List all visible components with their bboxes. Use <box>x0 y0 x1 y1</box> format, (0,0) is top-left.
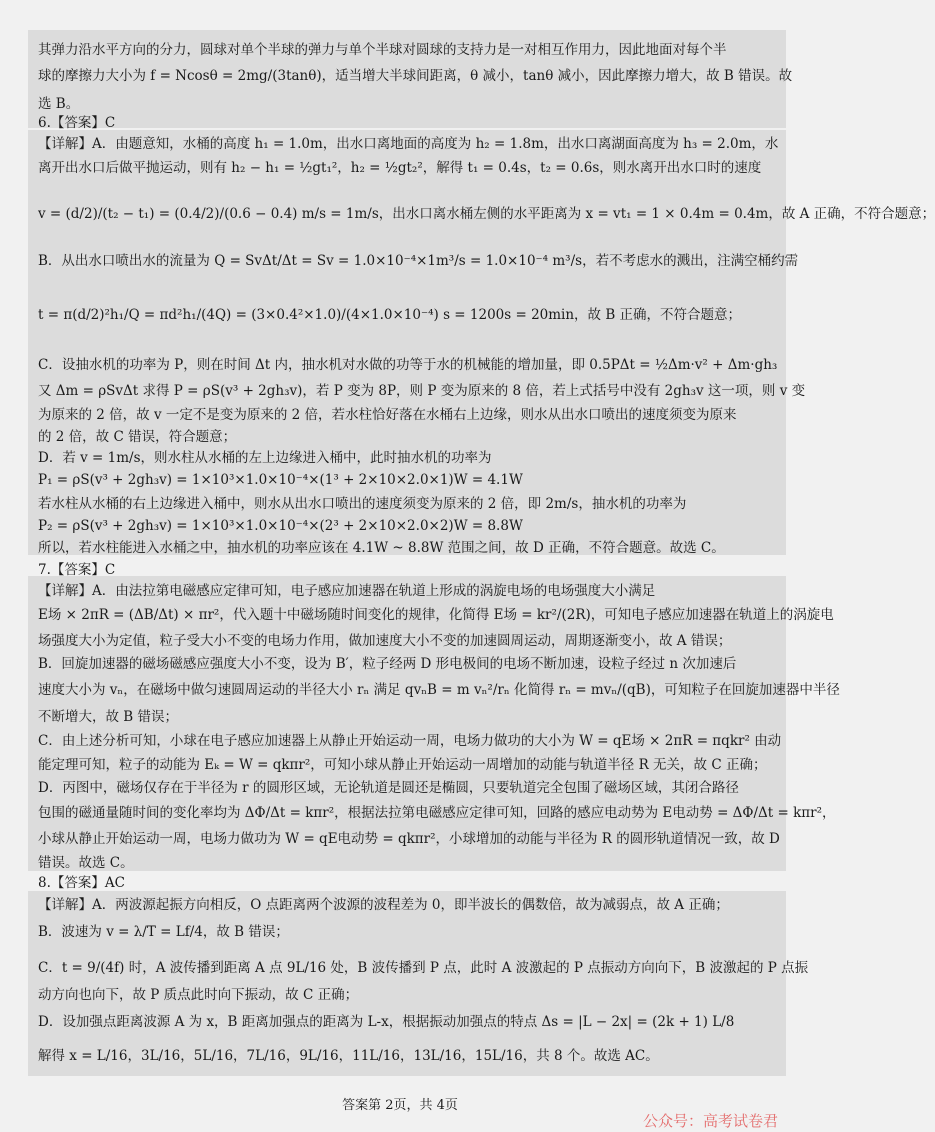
text-line: 解得 x = L/16，3L/16，5L/16，7L/16，9L/16，11L/16，13L/16，15L/16，共 8 个。故选 AC。 <box>38 1048 659 1064</box>
text-line: 包围的磁通量随时间的变化率均为 ΔΦ/Δt = kπr²，根据法拉第电磁感应定律可知，回路的感应电动势为 E电动势 = ΔΦ/Δt = kπr²， <box>38 805 836 821</box>
watermark-text: 公众号：高考试卷君 <box>642 1112 778 1130</box>
text-line: P₂ = ρS(v³ + 2gh₃v) = 1×10³×1.0×10⁻⁴×(2³ + 2×10×2.0×2)W = 8.8W <box>38 518 523 534</box>
text-line: 不断增大，故 B 错误； <box>38 709 179 725</box>
text-line: 7.【答案】C <box>38 562 116 578</box>
text-line: 的 2 倍，故 C 错误，符合题意； <box>38 429 237 445</box>
text-line: D．丙图中，磁场仅存在于半径为 r 的圆形区域，无论轨道是圆还是椭圆，只要轨道完全包围了磁场区域，其闭合路径 <box>38 780 739 796</box>
text-line: 场强度大小为定值，粒子受大小不变的电场力作用，做加速度大小不变的加速圆周运动，周期逐渐变小，故 A 错误； <box>38 633 732 649</box>
text-line: 又 Δm = ρSvΔt 求得 P = ρS(v³ + 2gh₃v)，若 P 变为 8P，则 P 变为原来的 8 倍，若上式括号中没有 2gh₃v 这一项，则 v 变 <box>38 383 806 399</box>
text-line: D．设加强点距离波源 A 为 x，B 距离加强点的距离为 L-x，根据振动加强点的特点 Δs = |L − 2x| = (2k + 1) L/8 <box>38 1014 735 1030</box>
text-line: 【详解】A．由题意知，水桶的高度 h₁ = 1.0m，出水口离地面的高度为 h₂ = 1.8m，出水口离湖面高度为 h₃ = 2.0m，水 <box>38 136 779 152</box>
text-line: 6.【答案】C <box>38 115 116 131</box>
text-line: B．回旋加速器的磁场磁感应强度大小不变，设为 B′，粒子经两 D 形电极间的电场不断加速，设粒子经过 n 次加速后 <box>38 656 737 672</box>
text-line: D．若 v = 1m/s，则水柱从水桶的左上边缘进入桶中，此时抽水机的功率为 <box>38 450 492 466</box>
text-line: 所以，若水柱能进入水桶之中，抽水机的功率应该在 4.1W ~ 8.8W 范围之间，故 D 正确，不符合题意。故选 C。 <box>38 540 725 556</box>
text-line: C．t = 9/(4f) 时，A 波传播到距离 A 点 9L/16 处，B 波传播到 P 点，此时 A 波激起的 P 点振动方向向下，B 波激起的 P 点振 <box>38 960 809 976</box>
text-line: 动方向也向下，故 P 质点此时向下振动，故 C 正确； <box>38 987 359 1003</box>
text-line: P₁ = ρS(v³ + 2gh₃v) = 1×10³×1.0×10⁻⁴×(1³ + 2×10×2.0×1)W = 4.1W <box>38 472 523 488</box>
text-line: 若水柱从水桶的右上边缘进入桶中，则水从出水口喷出的速度须变为原来的 2 倍，即 2m/s，抽水机的功率为 <box>38 496 687 512</box>
text-line: 速度大小为 vₙ，在磁场中做匀速圆周运动的半径大小 rₙ 满足 qvₙB = m vₙ²/rₙ 化简得 rₙ = mvₙ/(qB)，可知粒子在回旋加速器中半径 <box>38 682 840 698</box>
text-line: t = π(d/2)²h₁/Q = πd²h₁/(4Q) = (3×0.4²×1.0)/(4×1.0×10⁻⁴) s = 1200s = 20min，故 B 正确，不符合题意； <box>38 307 742 323</box>
text-line: 能定理可知，粒子的动能为 Eₖ = W = qkπr²，可知小球从静止开始运动一周增加的动能与轨道半径 R 无关，故 C 正确； <box>38 757 767 773</box>
text-line: 为原来的 2 倍，故 v 一定不是变为原来的 2 倍，若水柱恰好落在水桶右上边缘，则水从出水口喷出的速度须变为原来 <box>38 407 737 423</box>
text-line: C．由上述分析可知，小球在电子感应加速器上从静止开始运动一周，电场力做功的大小为 W = qE场 × 2πR = πqkr² 由动 <box>38 733 782 749</box>
text-line: C．设抽水机的功率为 P，则在时间 Δt 内，抽水机对水做的功等于水的机械能的增加量，即 0.5PΔt = ½Δm·v² + Δm·gh₃ <box>38 357 778 373</box>
text-line: E场 × 2πR = (ΔB/Δt) × πr²，代入题十中磁场随时间变化的规律，化简得 E场 = kr²/(2R)，可知电子感应加速器在轨道上的涡旋电 <box>38 607 834 623</box>
text-line: 错误。故选 C。 <box>38 855 134 871</box>
text-line: 小球从静止开始运动一周，电场力做功为 W = qE电动势 = qkπr²，小球增加的动能与半径为 R 的圆形轨道情况一致，故 D <box>38 831 780 847</box>
text-line: B．波速为 v = λ/T = Lf/4，故 B 错误； <box>38 924 289 940</box>
text-line: B．从出水口喷出水的流量为 Q = SvΔt/Δt = Sv = 1.0×10⁻⁴×1m³/s = 1.0×10⁻⁴ m³/s，若不考虑水的溅出，注满空桶约需 <box>38 253 799 269</box>
highlight-band <box>28 130 935 555</box>
text-line: 【详解】A．两波源起振方向相反，O 点距离两个波源的波程差为 0，即半波长的偶数倍，故为减弱点，故 A 正确； <box>38 897 729 913</box>
text-line: 离开出水口后做平抛运动，则有 h₂ − h₁ = ½gt₁²，h₂ = ½gt₂²，解得 t₁ = 0.4s，t₂ = 0.6s，则水离开出水口时的速度 <box>38 160 762 176</box>
text-line: v = (d/2)/(t₂ − t₁) = (0.4/2)/(0.6 − 0.4) m/s = 1m/s，出水口离水桶左侧的水平距离为 x = vt₁ = 1 × 0.4m = 0.4m，故 A 正确，不符合题意； <box>38 206 935 222</box>
text-line: 8.【答案】AC <box>38 875 125 891</box>
text-line: 选 B。 <box>38 96 80 112</box>
page-footer: 答案第 2页，共 4页 <box>342 1098 458 1113</box>
text-line: 其弹力沿水平方向的分力，圆球对单个半球的弹力与单个半球对圆球的支持力是一对相互作用力，因此地面对每个半 <box>38 42 727 58</box>
text-line: 球的摩擦力大小为 f = Ncosθ = 2mg/(3tanθ)，适当增大半球间距离，θ 减小，tanθ 减小，因此摩擦力增大，故 B 错误。故 <box>38 68 793 84</box>
text-line: 【详解】A．由法拉第电磁感应定律可知，电子感应加速器在轨道上形成的涡旋电场的电场强度大小满足 <box>38 583 656 599</box>
